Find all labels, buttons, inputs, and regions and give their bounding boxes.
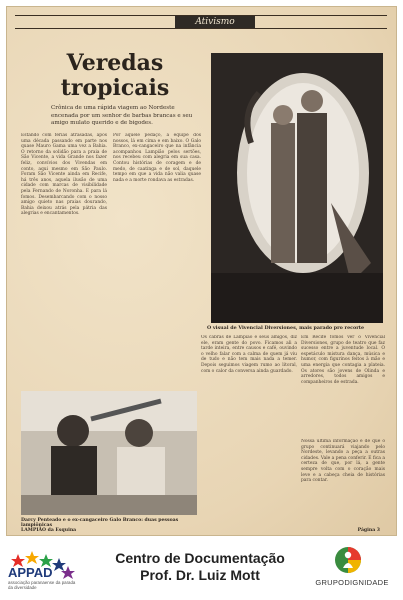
photo-performers-image — [211, 53, 383, 323]
cd-line-1: Centro de Documentação — [115, 550, 285, 566]
cd-line-2: Prof. Dr. Luiz Mott — [140, 567, 260, 583]
section-header-band — [15, 15, 387, 29]
footer-publication: LAMPIÃO da Esquina — [21, 528, 77, 533]
text-column-3: Os cabras de Lampião e seus amigos, diz ele, eram gente do povo. Ficamos ali a tarde inteira, entre causos e café, ouvindo o velho falar com a calma de quem já viu de tudo e não tem mais nada a temer. Depois seguimos viagem rumo ao litoral, com o calor da conversa ainda guardado. — [201, 335, 297, 374]
appad-logo-text: APPAD — [8, 565, 53, 580]
photo-top-caption: O visual de Vivencial Diversiones, mais parado pro recorte — [207, 325, 365, 331]
footer-page-number: Página 3 — [357, 528, 380, 533]
text-column-2: Por aquele pedaço, a equipe dos nossos, lá em cima e em baixo. O Galo Branco, ex-cangaceiro que na infância acompanhou Lampião pelos sertões, nos recebeu com alegria em sua casa. Contou histórias de coragem e de medo, de caatinga e de sol, daquele tempo em que a vida não valia quase nada e a morte rondava as estradas. — [113, 133, 201, 183]
appad-subtitle: associação paranaense da parada da diversidade — [8, 580, 76, 590]
photo-bottom-caption: Darcy Penteado e o ex-cangaceiro Galo Branco: duas pessoas lampiônicas — [21, 518, 179, 528]
photo-performers — [211, 53, 383, 323]
photo-two-men — [21, 391, 197, 515]
text-column-1: Estando com férias atrasadas, após uma década passando em parte nos quase Mauro Gama uma vez a Bahia. O retorno da solidão para a praia de São Vicente, a vida Grande nos fazer feliz, convívios dos Vivendas em conto, aqui mesmo em São Paulo. Foram São Vicente ainda em Recife, há três anos, aquela ilusão de uma cidade com marcas de visibilidade pela Fernando de Noronha. E para lá fomos. Desembarcando com o nosso amigo quieto nas praias dourando, Bahia deixou atrás pela pátria das alegrias e encantamentos. — [21, 133, 107, 217]
article-lede: Crônica de uma rápida viagem ao Nordeste encenada por um senhor de barbas brancas e seu amigo mulato querido e de bigodes. — [51, 105, 193, 126]
section-label: Ativismo — [175, 16, 255, 28]
grupo-dignidade-icon — [334, 546, 362, 574]
photo-two-men-image — [21, 391, 197, 515]
newspaper-page — [6, 6, 397, 536]
article-title: Veredas tropicais — [60, 50, 170, 101]
text-column-4: Em Recife fomos ver o Vivencial Diversiones, grupo de teatro que faz sucesso entre a juventude local. O espetáculo mistura dança, música e humor, com figurinos feitos à mão e uma energia que contagia a plateia. Os atores são jovens de Olinda e arredores, todos amigos e companheiros de estrada. — [301, 335, 385, 385]
grupo-dignidade-text: GRUPODIGNIDADE — [315, 578, 389, 587]
documentation-center-title — [100, 550, 300, 584]
text-column-5: Nossa última informação é de que o grupo continuará viajando pelo Nordeste, levando a peça a outras cidades. Vale a pena conferir. E fica a certeza de que, por lá, a gente sempre volta com o coração mais leve e a cabeça cheia de histórias para contar. — [301, 439, 385, 484]
